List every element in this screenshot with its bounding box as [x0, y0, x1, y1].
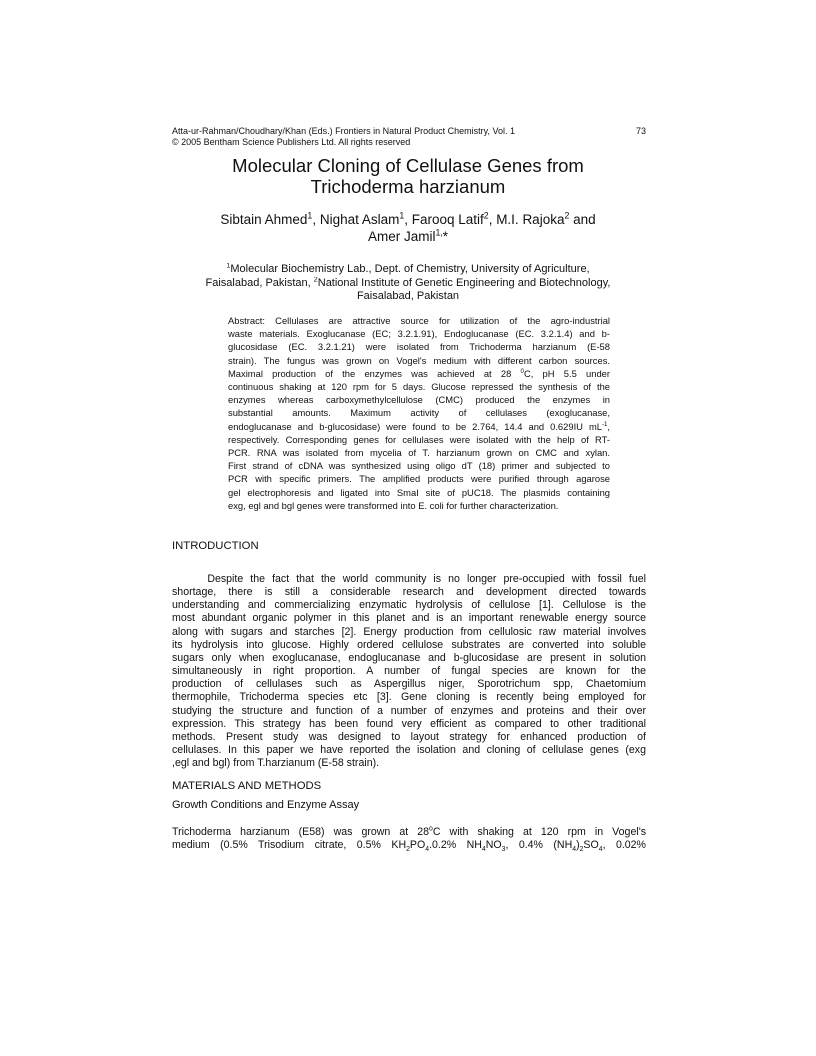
author-list — [150, 211, 666, 245]
text-run: and — [569, 212, 596, 227]
text-line — [228, 406, 610, 419]
text-run: exg, egl and bgl genes were transformed into E. coli for further characterization. — [228, 499, 559, 511]
text-line — [172, 612, 646, 625]
text-line — [172, 839, 646, 852]
text-line — [172, 586, 646, 599]
superscript: 1 — [226, 263, 231, 270]
copyright: © 2005 Bentham Science Publishers Ltd. All rights reserved — [172, 137, 411, 147]
text-line — [150, 263, 666, 277]
text-run: expression. This strategy has been found very efficient as compared to other traditional — [172, 717, 646, 730]
text-run: , 0.02% — [602, 839, 646, 852]
text-line — [228, 380, 610, 393]
superscript: 2 — [564, 211, 570, 221]
superscript: 1 — [307, 211, 313, 221]
text-run: sugars only when exoglucanase, endoglucanase and b-glucosidase are present in solution — [172, 651, 646, 664]
text-run: Amer Jamil — [367, 229, 436, 244]
subscript: 2 — [579, 846, 584, 853]
subscript: 4 — [572, 846, 577, 853]
text-line — [172, 599, 646, 612]
superscript: 1, — [435, 228, 443, 238]
text-line — [228, 420, 610, 433]
text-line — [172, 691, 646, 704]
text-run: ) — [576, 839, 580, 852]
text-line — [228, 486, 610, 499]
subscript: 4 — [598, 846, 603, 853]
introduction-paragraph — [172, 573, 646, 770]
text-run: Faisalabad, Pakistan — [356, 290, 460, 302]
superscript: 0 — [520, 367, 524, 375]
text-line — [172, 731, 646, 744]
text-line — [172, 652, 646, 665]
subscript: 4 — [481, 846, 486, 853]
text-run: respectively. Corresponding genes for cellulases were isolated with the help of RT- — [228, 433, 610, 445]
text-line — [228, 499, 610, 512]
text-run: , Farooq Latif — [404, 212, 484, 227]
superscript: o — [429, 826, 433, 833]
text-run: ,egl and bgl) from T.harzianum (E-58 strain). — [172, 757, 380, 770]
text-run: Molecular Biochemistry Lab., Dept. of Chemistry, University of Agriculture, — [230, 263, 590, 275]
text-run: .0.2% NH — [429, 839, 482, 852]
text-run: NO — [485, 839, 502, 852]
text-run: shortage, there is still a considerable research and development directed towards — [172, 586, 646, 599]
text-run: glucosidase (EC. 3.2.1.21) were isolated from Trichoderma harzianum (E-58 — [228, 341, 610, 353]
affiliations — [150, 263, 666, 304]
subsection-heading: Growth Conditions and Enzyme Assay — [172, 799, 360, 811]
text-run: , 0.4% (NH — [505, 839, 573, 852]
section-heading-methods: MATERIALS AND METHODS — [172, 780, 322, 792]
text-run: PCR with specific primers. The amplified products were purified through agarose — [228, 473, 610, 485]
text-run: enzymes whereas carboxymethylcellulose (CMC) produced the enzymes in — [228, 394, 610, 406]
text-line — [172, 678, 646, 691]
text-run: Despite the fact that the world community is no longer pre-occupied with fossil fuel — [172, 573, 646, 585]
text-run: simultaneously in right proportion. A number of fungal species are known for the — [172, 665, 646, 678]
subscript: 4 — [425, 846, 430, 853]
text-line — [172, 573, 646, 586]
text-run: Sibtain Ahmed — [220, 212, 308, 227]
text-run: Molecular Cloning of Cellulase Genes from — [232, 155, 584, 176]
text-run: C with shaking at 120 rpm in Vogel's — [432, 826, 646, 838]
citation: Atta-ur-Rahman/Choudhary/Khan (Eds.) Frontiers in Natural Product Chemistry, Vol. 1 — [172, 126, 515, 136]
text-run: Maximal production of the enzymes was achieved at 28 — [228, 367, 521, 379]
superscript: 2 — [313, 276, 318, 283]
text-run: waste materials. Exoglucanase (EC; 3.2.1.91), Endoglucanase (EC. 3.2.1.4) and b- — [228, 328, 610, 340]
text-run: * — [442, 229, 449, 244]
text-line — [172, 718, 646, 731]
text-line — [228, 367, 610, 380]
text-run: its hydrolysis into glucose. Highly ordered cellulose substrates are converted into soluble — [172, 638, 646, 651]
text-run: Faisalabad, Pakistan, — [205, 276, 314, 289]
text-run: PCR. RNA was isolated from mycelia of T. harzianum grown on CMC and xylan. — [228, 447, 610, 459]
text-run: PO — [409, 839, 426, 852]
text-run: along with sugars and starches [2]. Energy production from cellulosic raw material involves — [172, 625, 646, 638]
text-line — [172, 626, 646, 639]
text-line — [172, 757, 646, 770]
text-line — [172, 705, 646, 718]
text-run: gel electrophoresis and ligated into SmaI site of pUC18. The plasmids containing — [228, 486, 610, 498]
subscript: 2 — [406, 846, 410, 853]
text-run: methods. Present study was designed to layout strategy for enhanced production of — [172, 730, 646, 743]
text-run: thermophile, Trichoderma species etc [3]. Gene cloning is recently being employed for — [172, 691, 646, 704]
text-run: National Institute of Genetic Engineering and Biotechnology, — [317, 276, 611, 289]
text-line — [228, 393, 610, 406]
superscript: -1 — [601, 420, 608, 428]
text-run: studying the structure and function of a number of enzymes and proteins and their over — [172, 704, 646, 717]
text-line — [228, 459, 610, 472]
text-run: understanding and commercializing enzymatic hydrolysis of cellulose [1]. Cellulose is the — [172, 599, 646, 612]
text-run: , — [607, 420, 610, 432]
text-line — [172, 639, 646, 652]
text-run: continuous shaking at 120 rpm for 5 days. Glucose repressed the synthesis of the — [228, 381, 610, 393]
text-run: SO — [583, 839, 599, 852]
subscript: 3 — [501, 846, 506, 853]
text-line — [228, 446, 610, 459]
text-line — [172, 826, 646, 839]
text-run: cellulases. In this paper we have reported the isolation and cloning of cellulase genes (exg — [172, 744, 646, 757]
text-line — [150, 290, 666, 304]
text-run: strain). The fungus was grown on Vogel's medium with different carbon sources. — [228, 354, 610, 366]
running-header — [172, 126, 646, 148]
text-run: most abundant organic polymer in this planet and is an important renewable energy source — [172, 612, 646, 625]
text-run: Abstract: Cellulases are attractive source for utilization of the agro-industrial — [228, 315, 610, 326]
text-line — [228, 327, 610, 340]
text-line — [228, 472, 610, 485]
methods-paragraph — [172, 826, 646, 853]
paper-title — [150, 155, 666, 197]
text-line — [150, 211, 666, 228]
page-number: 73 — [635, 126, 646, 136]
text-line — [228, 354, 610, 367]
text-run: First strand of cDNA was synthesized using oligo dT (18) primer and subjected to — [228, 460, 610, 472]
text-run: C, pH 5.5 under — [523, 367, 610, 379]
section-heading-introduction: INTRODUCTION — [172, 540, 259, 552]
text-run: substantial amounts. Maximum activity of cellulases (exoglucanase, — [228, 407, 610, 419]
text-line — [150, 155, 666, 176]
text-line — [172, 665, 646, 678]
text-line — [150, 176, 666, 197]
text-run: Trichoderma harzianum (E58) was grown at 28 — [172, 826, 430, 838]
text-line — [172, 744, 646, 757]
text-run: , M.I. Rajoka — [488, 212, 565, 227]
superscript: 1 — [399, 211, 405, 221]
text-line — [150, 277, 666, 291]
text-line — [228, 433, 610, 446]
text-line — [228, 340, 610, 353]
abstract — [228, 314, 610, 512]
text-run: endoglucanase and b-glucosidase) were found to be 2.764, 14.4 and 0.629IU mL — [228, 420, 602, 432]
text-run: medium (0.5% Trisodium citrate, 0.5% KH — [172, 839, 407, 852]
text-line — [150, 228, 666, 245]
text-run: , Nighat Aslam — [312, 212, 400, 227]
text-line — [228, 314, 610, 327]
text-run: Trichoderma harzianum — [310, 176, 506, 197]
superscript: 2 — [483, 211, 489, 221]
text-run: production of cellulases such as Aspergillus niger, Sporotrichum spp, Chaetomium — [172, 678, 646, 691]
